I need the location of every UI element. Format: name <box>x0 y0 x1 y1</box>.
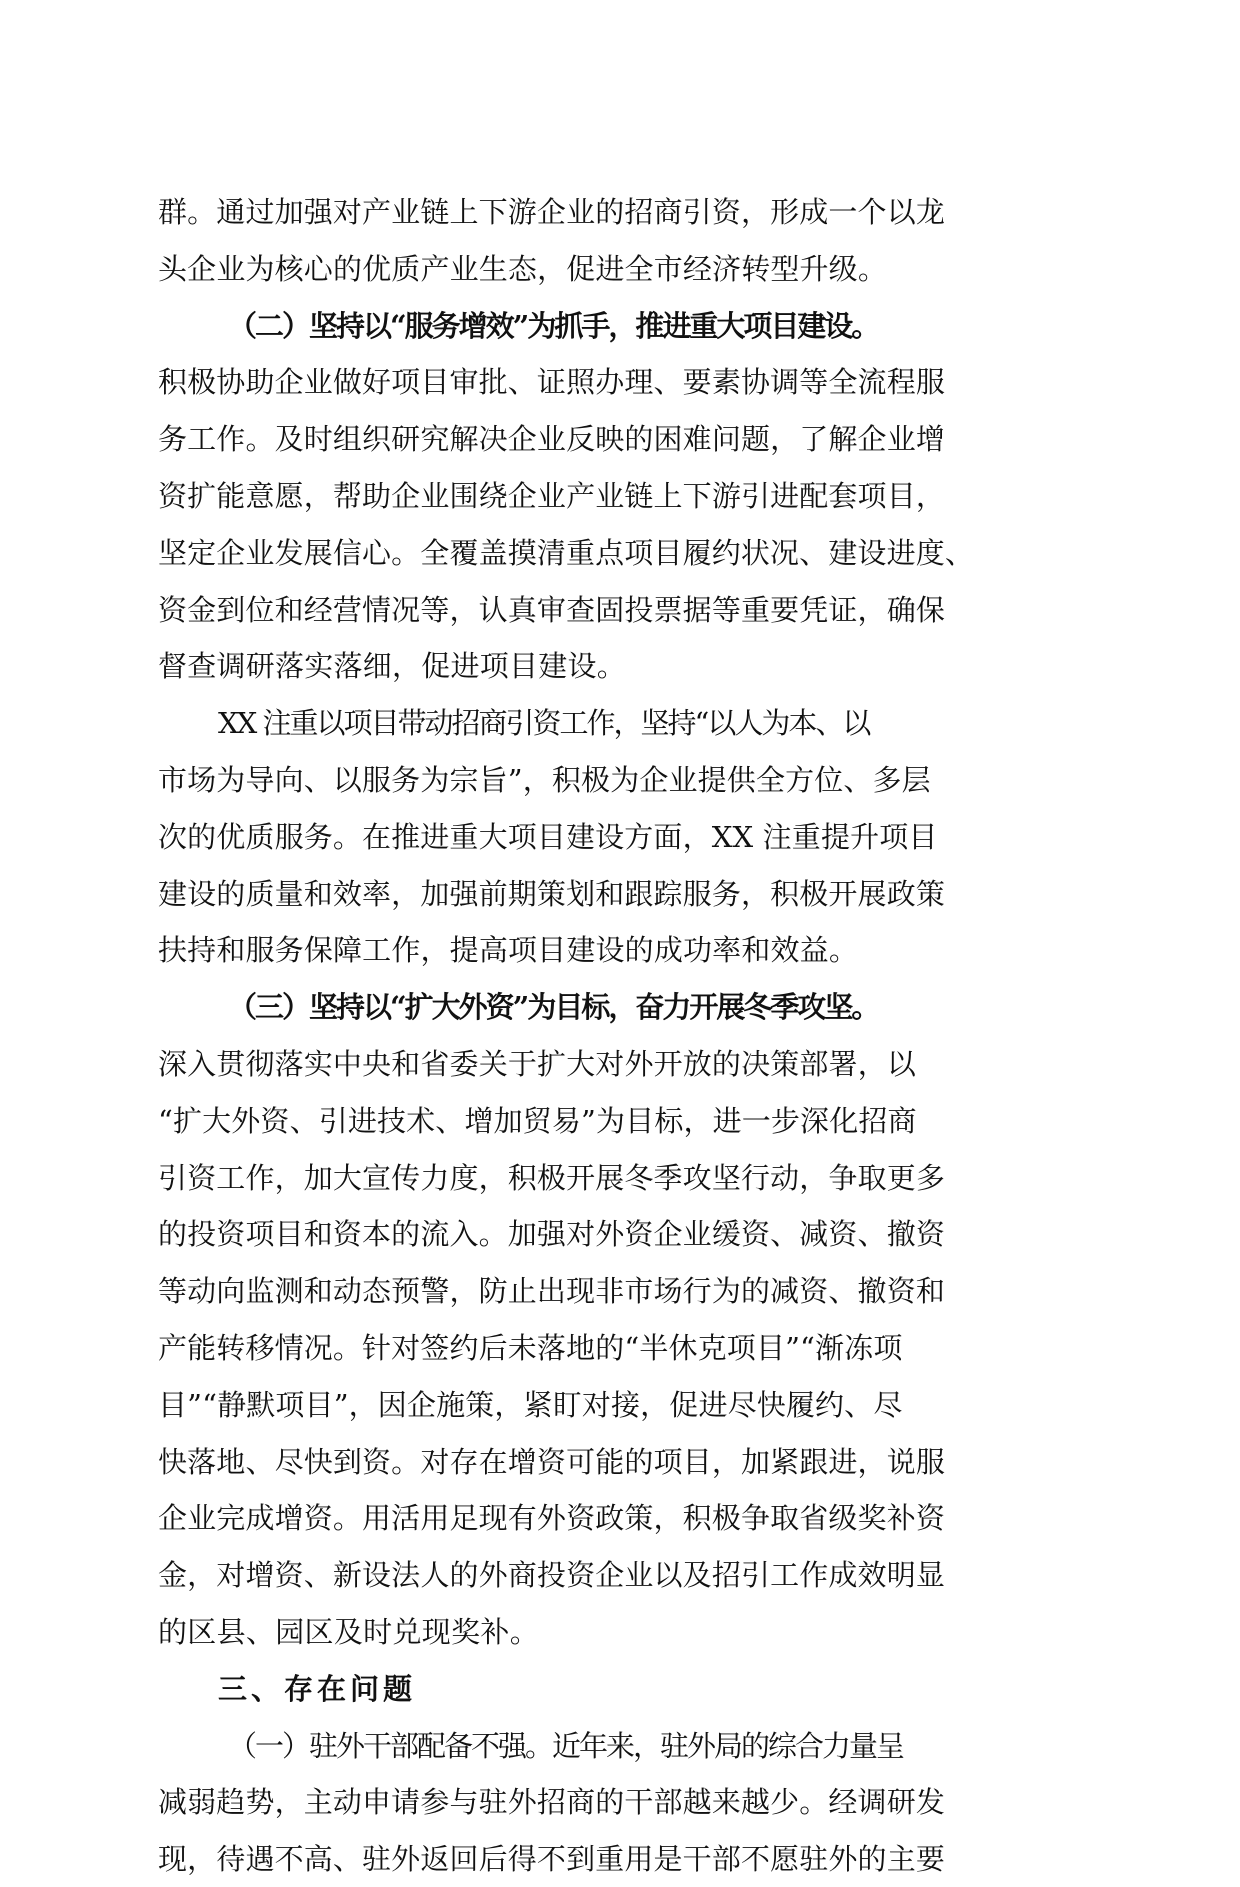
text-line: 督查调研落实落细，促进项目建设。 <box>158 649 627 684</box>
text-line: 产能转移情况。针对签约后未落地的“半休克项目”“渐冻项 <box>158 1331 903 1365</box>
text-line: 市场为导向、以服务为宗旨”，积极为企业提供全方位、多层 <box>158 763 931 797</box>
section-heading-2: （二）坚持以“服务增效”为抓手，推进重大项目建设。 <box>228 308 879 343</box>
text-line: 减弱趋势，主动申请参与驻外招商的干部越来越少。经调研发 <box>158 1785 946 1820</box>
text-line: 坚定企业发展信心。全覆盖摸清重点项目履约状况、建设进度、 <box>158 535 975 570</box>
paragraph-start: XX 注重以项目带动招商引资工作，坚持“以人为本、以 <box>218 706 870 741</box>
text-line: 群。通过加强对产业链上下游企业的招商引资，形成一个以龙 <box>158 195 946 229</box>
text-line: 等动向监测和动态预警，防止出现非市场行为的减资、撤资和 <box>158 1274 946 1309</box>
text-line: 引资工作，加大宣传力度，积极开展冬季攻坚行动，争取更多 <box>158 1160 946 1195</box>
paragraph-start: （一）驻外干部配备不强。近年来，驻外局的综合力量呈 <box>228 1728 904 1763</box>
text-line: 积极协助企业做好项目审批、证照办理、要素协调等全流程服 <box>158 365 946 400</box>
text-line: 建设的质量和效率，加强前期策划和跟踪服务，积极开展政策 <box>158 876 946 911</box>
text-line: 头企业为核心的优质产业生态，促进全市经济转型升级。 <box>158 251 888 286</box>
text-line: 金，对增资、新设法人的外商投资企业以及招引工作成效明显 <box>158 1558 946 1593</box>
text-line: 的投资项目和资本的流入。加强对外资企业缓资、减资、撤资 <box>158 1217 946 1252</box>
text-line: 资金到位和经营情况等，认真审查固投票据等重要凭证，确保 <box>158 592 946 627</box>
text-line: 资扩能意愿，帮助企业围绕企业产业链上下游引进配套项目， <box>158 479 946 513</box>
text-line: 务工作。及时组织研究解决企业反映的困难问题，了解企业增 <box>158 422 946 457</box>
text-line: 的区县、园区及时兑现奖补。 <box>158 1615 540 1649</box>
text-line: 快落地、尽快到资。对存在增资可能的项目，加紧跟进，说服 <box>158 1444 946 1479</box>
text-line: 现，待遇不高、驻外返回后得不到重用是干部不愿驻外的主要 <box>158 1842 946 1877</box>
text-line: “扩大外资、引进技术、增加贸易”为目标，进一步深化招商 <box>158 1103 917 1138</box>
text-line: 企业完成增资。用活用足现有外资政策，积极争取省级奖补资 <box>158 1501 946 1536</box>
section-heading-problems: 三、存在问题 <box>218 1671 417 1706</box>
text-line: 目”“静默项目”，因企施策，紧盯对接，促进尽快履约、尽 <box>158 1387 903 1422</box>
section-heading-3: （三）坚持以“扩大外资”为目标，奋力开展冬季攻坚。 <box>228 990 879 1025</box>
text-line: 深入贯彻落实中央和省委关于扩大对外开放的决策部署，以 <box>158 1047 917 1081</box>
text-line: 扶持和服务保障工作，提高项目建设的成功率和效益。 <box>158 933 859 968</box>
text-line: 次的优质服务。在推进重大项目建设方面，XX 注重提升项目 <box>158 819 938 854</box>
